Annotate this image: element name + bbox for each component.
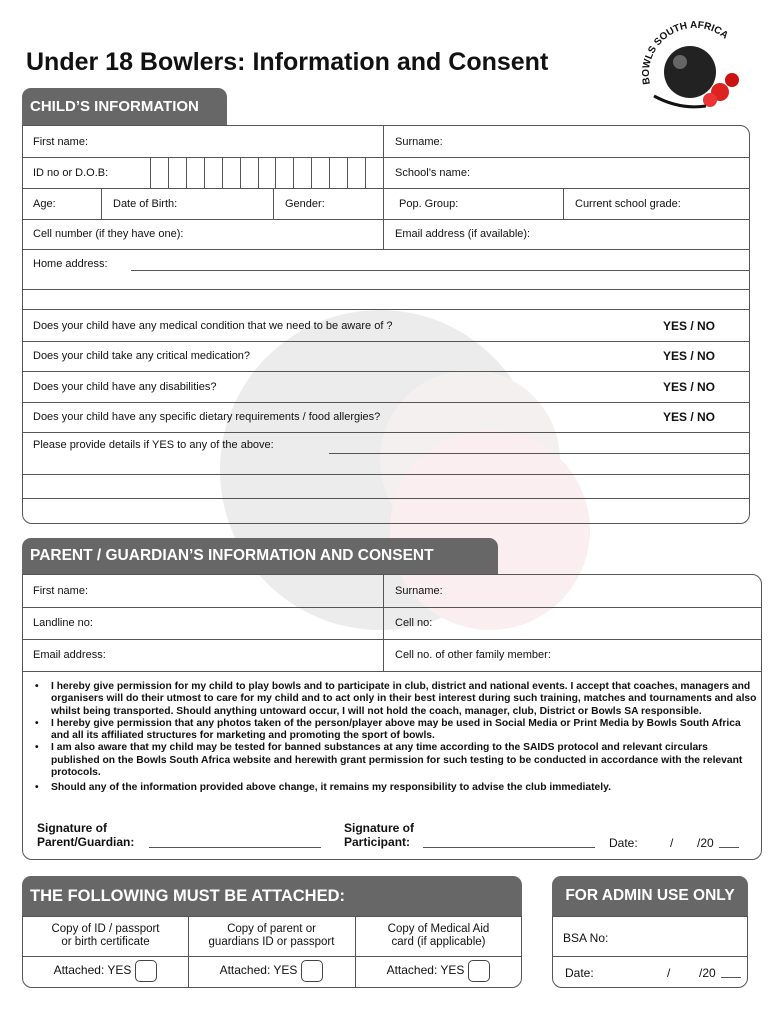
parent-signature-line[interactable] (149, 847, 321, 848)
attach-parent-id-attached-label: Attached: YES (219, 963, 298, 978)
consent-bullet: • I am also aware that my child may be tested for banned substances at any time according to the SAIDS protocol and relevant circulars published on the Bowls South Africa website and herewith grant permission for such testing to be conducted in accordance with the relevant protocols. (33, 742, 757, 779)
admin-bsa-no-label: BSA No: (563, 931, 609, 945)
attach-medical-checkbox[interactable] (468, 960, 490, 982)
admin-date-sep: / (667, 966, 671, 980)
home-address-line-1[interactable] (131, 270, 749, 271)
child-school-label: School’s name: (395, 166, 471, 179)
parent-info-tab: PARENT / GUARDIAN’S INFORMATION AND CONSENT (22, 538, 498, 574)
child-pop-group-label: Pop. Group: (399, 197, 459, 210)
child-id-dob-label: ID no or D.O.B: (33, 166, 109, 179)
attach-id-attached-label: Attached: YES (53, 963, 132, 978)
details-line-2[interactable] (23, 474, 749, 475)
consent-bullet: • I hereby give permission that any photos taken of the person/player above may be used in Social Media or Print Media by Bowls South Africa and all its affiliated structures for marketing and promoting the sport of bowls. (33, 718, 757, 743)
child-dob-label: Date of Birth: (113, 197, 178, 210)
bowls-sa-logo (640, 14, 750, 116)
child-info-section (22, 125, 750, 524)
attach-tab: THE FOLLOWING MUST BE ATTACHED: (22, 876, 522, 916)
attach-medical-line1: Copy of Medical Aid (387, 923, 490, 935)
attach-id-checkbox[interactable] (135, 960, 157, 982)
child-info-tab: CHILD’S INFORMATION (22, 88, 227, 125)
child-cell-label: Cell number (if they have one): (33, 228, 184, 240)
attach-id-line2: or birth certificate (61, 936, 150, 948)
yes-no-dietary[interactable]: YES / NO (662, 410, 715, 424)
logo-text: BOWLS SOUTH AFRICA (640, 19, 731, 86)
details-label: Please provide details if YES to any of the above: (33, 439, 274, 451)
child-first-name-label: First name: (33, 135, 89, 148)
parent-email-label: Email address: (33, 649, 106, 661)
parent-first-name-label: First name: (33, 585, 89, 597)
question-critical-medication: Does your child take any critical medication? (33, 350, 251, 362)
child-gender-label: Gender: (285, 197, 325, 210)
participant-signature-line[interactable] (423, 847, 595, 848)
attach-parent-id-checkbox[interactable] (301, 960, 323, 982)
admin-date-year-line[interactable] (721, 977, 741, 978)
yes-no-critical-medication[interactable]: YES / NO (662, 349, 715, 363)
sig-date-sep: / (670, 836, 674, 850)
attach-id-line1: Copy of ID / passport (51, 923, 160, 935)
question-dietary: Does your child have any specific dietary requirements / food allergies? (33, 411, 381, 423)
admin-tab: FOR ADMIN USE ONLY (552, 876, 748, 916)
consent-bullet: • Should any of the information provided above change, it remains my responsibility to advise the club immediately. (33, 782, 757, 794)
sig-participant-label-2: Participant: (344, 835, 411, 849)
consent-bullets (33, 681, 757, 795)
parent-cell-label: Cell no: (395, 617, 433, 629)
attach-medical-line2: card (if applicable) (391, 936, 486, 948)
consent-bullet: • I hereby give permission for my child to play bowls and to participate in club, district and national events. I accept that coaches, managers and organisers will do their utmost to care for my child and to act only in their best interest during such training, matches and tournaments and also whilst being transported. Should anything untoward occur, I will not hold the coach, manager, club, District or Bowls SA responsible. (33, 681, 757, 718)
attach-parent-id-line2: guardians ID or passport (208, 936, 335, 948)
question-medical-condition: Does your child have any medical condition that we need to be aware of ? (33, 319, 393, 332)
sig-parent-label-1: Signature of (37, 821, 108, 835)
sig-parent-label-2: Parent/Guardian: (37, 835, 135, 849)
details-line-3[interactable] (23, 498, 749, 499)
attach-parent-id-line1: Copy of parent or (227, 923, 316, 935)
parent-info-section (22, 574, 762, 860)
details-line-1[interactable] (329, 453, 749, 454)
child-email-label: Email address (if available): (395, 228, 531, 240)
home-address-line-2[interactable] (23, 289, 749, 290)
child-age-label: Age: (33, 197, 56, 210)
admin-date-year: /20 (699, 966, 716, 980)
sig-date-year-line[interactable] (719, 847, 739, 848)
question-disabilities: Does your child have any disabilities? (33, 380, 217, 393)
sig-participant-label-1: Signature of (344, 821, 415, 835)
sig-date-label: Date: (609, 836, 638, 850)
yes-no-medical-condition[interactable]: YES / NO (662, 318, 715, 333)
child-grade-label: Current school grade: (575, 197, 681, 210)
yes-no-disabilities[interactable]: YES / NO (662, 379, 715, 394)
child-surname-label: Surname: (395, 135, 443, 148)
attach-medical-attached-label: Attached: YES (386, 963, 465, 978)
parent-landline-label: Landline no: (33, 617, 93, 629)
child-home-address-label: Home address: (33, 257, 108, 270)
parent-other-cell-label: Cell no. of other family member: (395, 649, 551, 661)
attach-section (22, 916, 522, 988)
admin-date-label: Date: (565, 966, 594, 980)
id-digit-boxes[interactable] (150, 157, 383, 188)
page-title: Under 18 Bowlers: Information and Consent (26, 48, 549, 76)
sig-date-year: /20 (697, 836, 714, 850)
admin-section (552, 916, 748, 988)
parent-surname-label: Surname: (395, 585, 443, 597)
